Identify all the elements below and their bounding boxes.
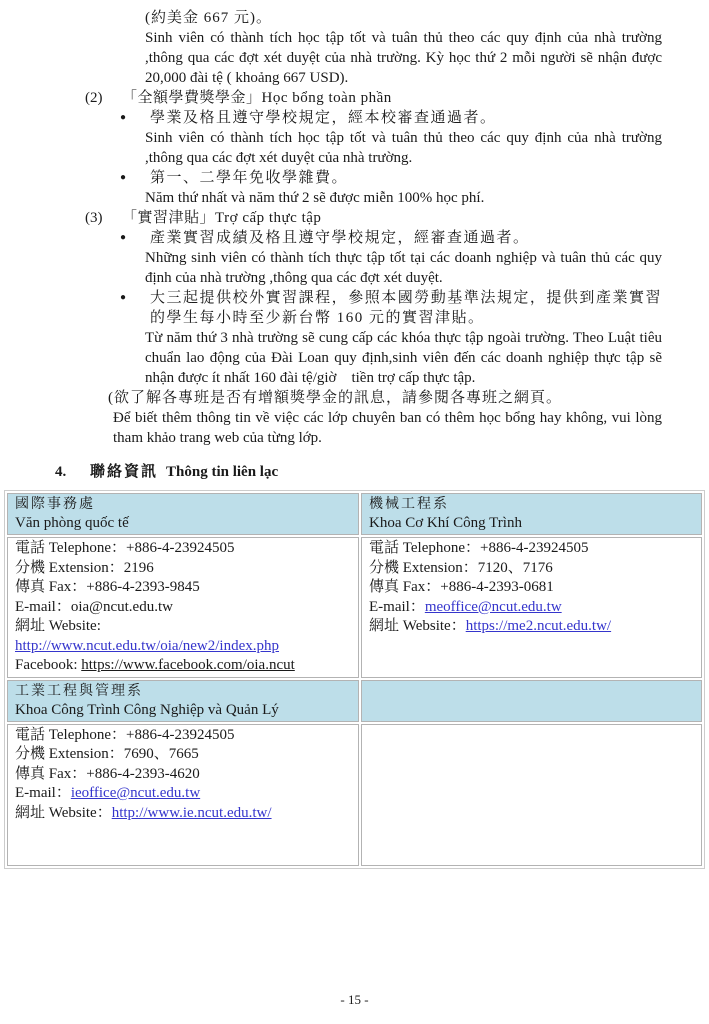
bullet-translation: Từ năm thứ 3 nhà trường sẽ cung cấp các khóa thực tập ngoài trường. Theo Luật tiêu chuẩn lao động của Đài Loan quy định,sinh viên đến các doanh nghiệp thực tập sẽ nhận được ít nhất 160 đài tệ/giờ tiền trợ cấp thực tập. <box>145 330 662 386</box>
phone-value: +886-4-23924505 <box>126 540 235 556</box>
phone-value: +886-4-23924505 <box>126 726 235 743</box>
website-url-line <box>15 637 351 657</box>
bullet-dot-icon: ● <box>120 292 127 303</box>
phone-line <box>15 539 351 559</box>
line-label: 傳真 Fax： <box>369 579 441 595</box>
list-item-number: (3) <box>85 210 103 226</box>
line-label: 傳真 Fax： <box>15 579 87 595</box>
website-link[interactable]: https://me2.ncut.edu.tw/ <box>465 618 612 634</box>
contact-header-ie <box>7 680 359 722</box>
extension-value: 7690、7665 <box>123 746 199 762</box>
section-title-vi: Thông tin liên lạc <box>166 464 279 480</box>
list-item-2-heading <box>85 88 709 108</box>
line-label: 電話 Telephone： <box>15 540 127 556</box>
note-chinese: (欲了解各專班是否有增額獎學金的訊息，請參閱各專班之網頁。 <box>108 390 562 406</box>
website-line <box>15 617 351 637</box>
extension-value: 7120、7176 <box>477 559 553 576</box>
line-label: 網址 Website： <box>15 804 112 821</box>
bullet-translation: Những sinh viên có thành tích thực tập tốt tại các doanh nghiệp và tuân thủ các quy định của nhà trường ,thông qua các đợt xét duyệt. <box>145 250 662 286</box>
contact-cell-me <box>361 537 702 678</box>
line-label: E-mail： <box>15 598 71 615</box>
contact-cell-oia <box>7 537 359 678</box>
facebook-link[interactable]: https://www.facebook.com/oia.ncut <box>81 657 295 673</box>
email-value: oia@ncut.edu.tw <box>70 598 173 615</box>
dept-name-vi: Khoa Cơ Khí Công Trình <box>369 515 522 531</box>
list-item-title: 「全額學費獎學金」Học bổng toàn phần <box>122 90 392 106</box>
phone-line <box>369 539 694 559</box>
dept-name-vi: Khoa Công Trình Công Nghiệp và Quản Lý <box>15 701 279 718</box>
contact-header-oia <box>7 493 359 535</box>
line-label: 網址 Website: <box>15 618 101 634</box>
line-label: 電話 Telephone： <box>15 726 127 743</box>
line-label: 網址 Website： <box>369 618 466 634</box>
line-label: E-mail： <box>15 785 71 801</box>
phone-line <box>15 726 351 746</box>
note-vietnamese: Để biết thêm thông tin về việc các lớp chuyên ban có thêm học bổng hay không, vui lòng tham khảo trang web của từng lớp. <box>113 410 662 446</box>
fax-line <box>369 578 694 598</box>
dept-name-zh: 機械工程系 <box>369 497 449 512</box>
line-label: 分機 Extension： <box>15 746 124 762</box>
list-item-number: (2) <box>85 90 103 106</box>
contact-cell-ie <box>7 724 359 866</box>
facebook-line <box>15 656 351 676</box>
email-link[interactable]: ieoffice@ncut.edu.tw <box>70 785 201 801</box>
line-label: 電話 Telephone： <box>369 540 481 556</box>
scholarship-intro-paragraph <box>145 8 662 88</box>
fax-value: +886-4-2393-0681 <box>440 579 554 595</box>
contact-header-empty <box>361 680 702 722</box>
extension-value: 2196 <box>123 559 154 576</box>
section-number: 4. <box>55 464 67 480</box>
bullet-chinese-text: 學業及格且遵守學校規定，經本校審查通過者。 <box>150 110 497 126</box>
section-title-zh: 聯絡資訊 <box>90 464 159 480</box>
website-line <box>369 617 694 637</box>
fax-line <box>15 578 351 598</box>
dept-name-zh: 工業工程與管理系 <box>15 683 143 699</box>
dept-name-vi: Văn phòng quốc tế <box>15 515 129 531</box>
line-label: 分機 Extension： <box>15 559 124 576</box>
bullet-dot-icon: ● <box>120 112 127 123</box>
intro-vietnamese-text: Sinh viên có thành tích học tập tốt và tuân thủ theo các quy định của nhà trường ,thông qua các đợt xét duyệt của nhà trường. Kỳ học thứ 2 mỗi người sẽ nhận được 20,000 đài tệ ( khoảng 667 USD). <box>145 30 662 86</box>
email-line <box>15 784 351 804</box>
line-label: 分機 Extension： <box>369 559 478 576</box>
bullet-dot-icon: ● <box>120 172 127 183</box>
bullet-item <box>120 228 662 248</box>
bullet-item <box>120 288 662 328</box>
bullet-item <box>120 108 662 128</box>
website-line <box>15 804 351 824</box>
email-link[interactable]: meoffice@ncut.edu.tw <box>424 598 562 615</box>
line-label: E-mail： <box>369 598 425 615</box>
dept-name-zh: 國際事務處 <box>15 497 95 512</box>
extension-line <box>15 745 351 765</box>
bullet-translation: Sinh viên có thành tích học tập tốt và tuân thủ theo các quy định của nhà trường ,thông qua các đợt xét duyệt của nhà trường. <box>145 130 662 166</box>
fax-value: +886-4-2393-9845 <box>86 579 200 595</box>
contact-table <box>4 490 705 869</box>
fax-value: +886-4-2393-4620 <box>86 765 200 782</box>
bullet-chinese-text: 大三起提供校外實習課程，參照本國勞動基準法規定，提供到產業實習的學生每小時至少新台幣 160 元的實習津貼。 <box>150 290 662 326</box>
list-item-title: 「實習津貼」Trợ cấp thực tập <box>122 210 322 226</box>
intro-chinese-line: (約美金 667 元)。 <box>145 10 272 26</box>
extension-line <box>369 559 694 579</box>
fax-line <box>15 765 351 785</box>
email-line <box>15 598 351 618</box>
website-link[interactable]: http://www.ncut.edu.tw/oia/new2/index.php <box>15 637 279 654</box>
bullet-translation: Năm thứ nhất và năm thứ 2 sẽ được miễn 100% học phí. <box>145 190 485 206</box>
bullet-dot-icon: ● <box>120 232 127 243</box>
email-line <box>369 598 694 618</box>
line-label: 傳真 Fax： <box>15 765 87 782</box>
phone-value: +886-4-23924505 <box>480 540 589 556</box>
contact-header-me <box>361 493 702 535</box>
bullet-chinese-text: 產業實習成績及格且遵守學校規定，經審查通過者。 <box>150 230 530 246</box>
website-link[interactable]: http://www.ie.ncut.edu.tw/ <box>111 804 272 821</box>
bullet-item <box>120 168 662 188</box>
list-item-3-heading <box>85 208 709 228</box>
bullet-chinese-text: 第一、二學年免收學雜費。 <box>150 170 349 186</box>
line-label: Facebook: <box>15 657 82 673</box>
section-4-heading <box>55 462 709 482</box>
contact-cell-empty <box>361 724 702 866</box>
page-number: - 15 - <box>340 992 369 1007</box>
extension-line <box>15 559 351 579</box>
